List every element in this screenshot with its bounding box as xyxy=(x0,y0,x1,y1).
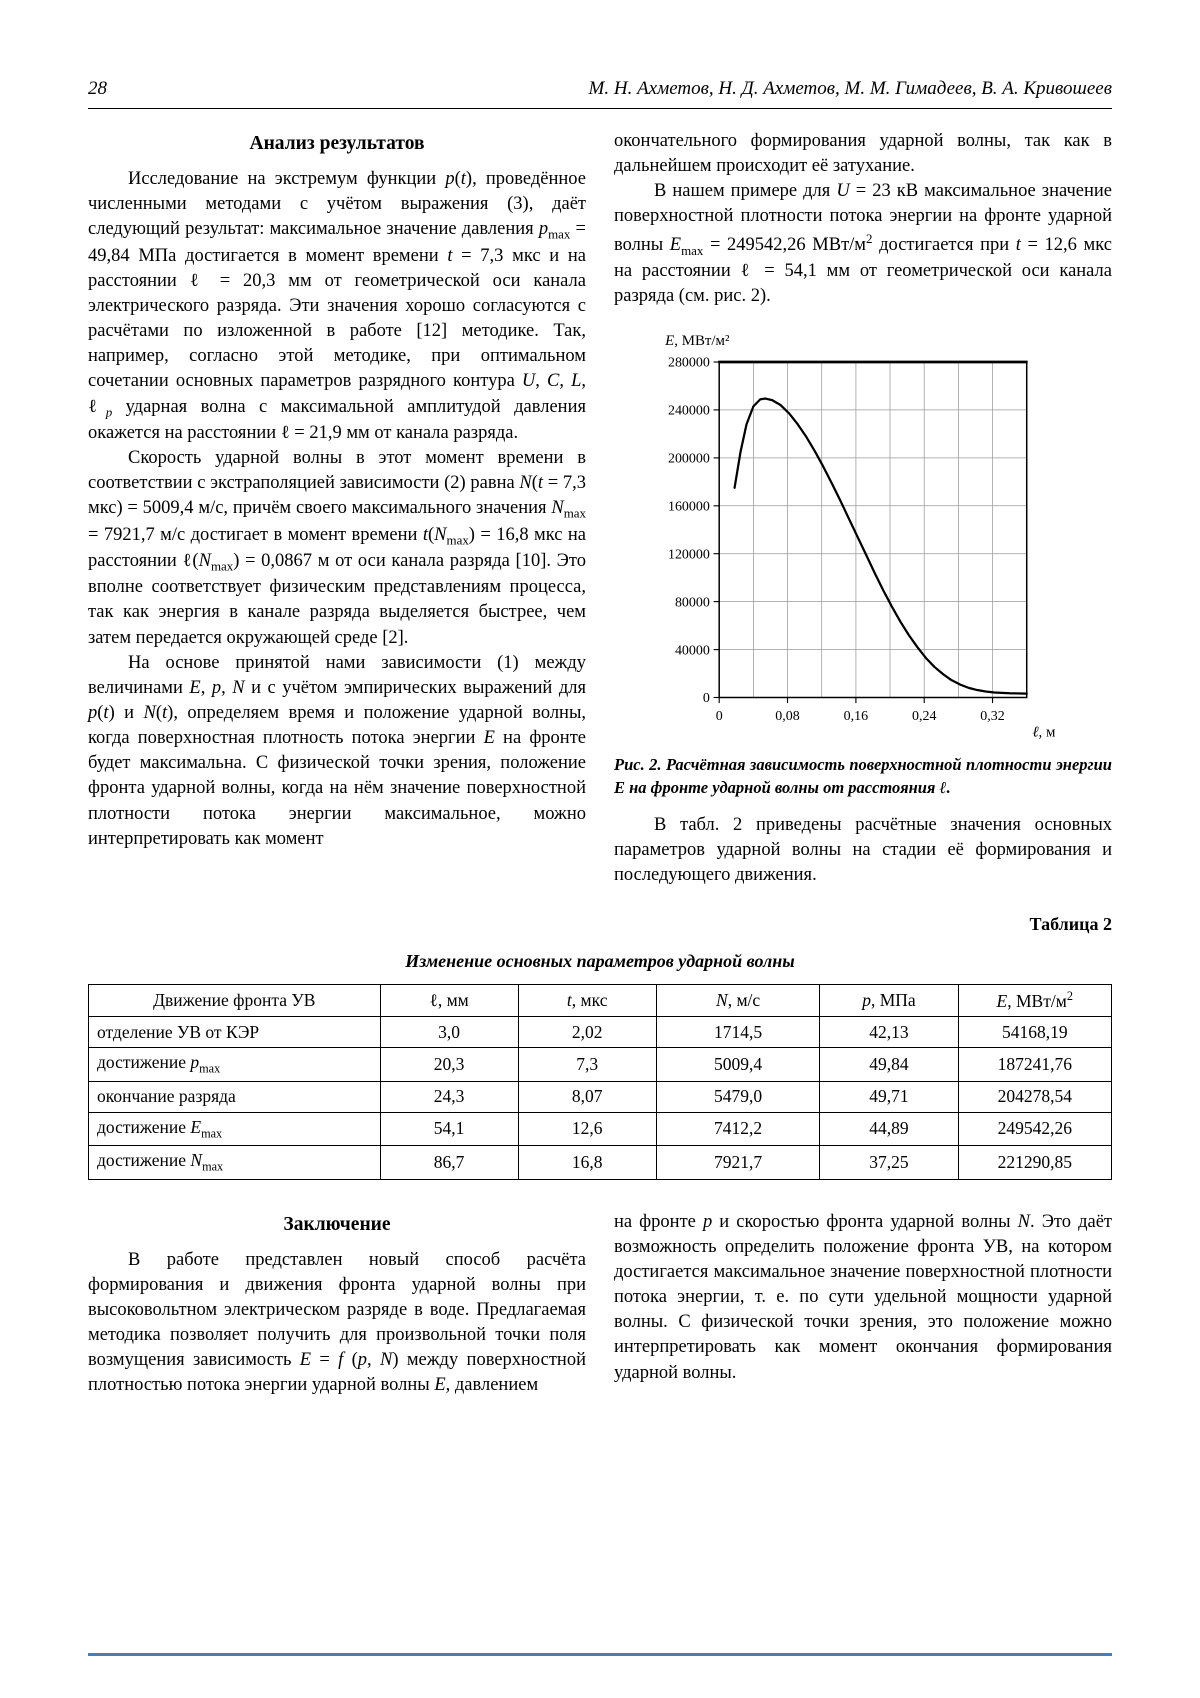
cell-value: 7,3 xyxy=(518,1048,656,1082)
left-column xyxy=(88,129,586,888)
cell-value: 49,71 xyxy=(820,1081,958,1112)
row-label: отделение УВ от КЭР xyxy=(89,1017,381,1048)
cell-value: 86,7 xyxy=(380,1146,518,1180)
svg-text:0,32: 0,32 xyxy=(980,709,1005,725)
section-title-analysis: Анализ результатов xyxy=(249,133,425,154)
svg-text:280000: 280000 xyxy=(667,356,710,372)
after-figure-paragraph: В табл. 2 приведены расчётные значения основных параметров ударной волны на стадии её формирования и последующего движения. xyxy=(614,814,1112,886)
cell-value: 16,8 xyxy=(518,1146,656,1180)
energy-line-chart xyxy=(626,321,1064,746)
right-top-paragraphs xyxy=(614,129,1112,309)
table-row xyxy=(89,1017,1112,1048)
paragraph: окончательного формирования ударной волны, так как в дальнейшем происходит её затухание. xyxy=(614,131,1112,177)
right-column xyxy=(614,129,1112,888)
parameters-table xyxy=(88,984,1112,1179)
cell-value: 5009,4 xyxy=(656,1048,820,1082)
page-number: 28 xyxy=(88,78,107,99)
table-row xyxy=(89,1146,1112,1180)
row-label: окончание разряда xyxy=(89,1081,381,1112)
row-label: достижение $p_{max}$ xyxy=(89,1048,381,1082)
conclusion-right-column xyxy=(614,1210,1112,1399)
column-header: Движение фронта УВ xyxy=(89,985,381,1017)
cell-value: 249542,26 xyxy=(958,1112,1111,1146)
table-row xyxy=(89,1048,1112,1082)
figure-caption: Рис. 2. Расчётная зависимость поверхностной плотности энергии E на фронте ударной волны от расстояния ℓ. xyxy=(614,755,1112,797)
cell-value: 24,3 xyxy=(380,1081,518,1112)
cell-value: 8,07 xyxy=(518,1081,656,1112)
column-header: p, МПа xyxy=(820,985,958,1017)
table-section xyxy=(88,914,1112,1179)
table-label: Таблица 2 xyxy=(1029,914,1112,935)
column-header: ℓ, мм xyxy=(380,985,518,1017)
svg-text:0,24: 0,24 xyxy=(911,709,937,725)
section-title-conclusion: Заключение xyxy=(283,1213,391,1235)
svg-text:40000: 40000 xyxy=(674,643,710,659)
cell-value: 204278,54 xyxy=(958,1081,1111,1112)
paragraph: На основе принятой нами зависимости (1) между величинами E, p, N и с учётом эмпирических выражений для p(t) и N(t), определяем время и положение ударной волны, когда поверхностная плотность потока энергии E на фронте будет максимальна. С физической точки зрения, положение фронта ударной волны, когда на нём значение поверхностной плотности потока энергии максимальное, можно интерпретировать как момент xyxy=(88,652,587,849)
running-head xyxy=(88,78,1112,109)
svg-text:E, МВт/м²: E, МВт/м² xyxy=(665,333,730,350)
bottom-rule xyxy=(88,1653,1112,1656)
cell-value: 54168,19 xyxy=(958,1017,1111,1048)
cell-value: 54,1 xyxy=(380,1112,518,1146)
cell-value: 3,0 xyxy=(380,1017,518,1048)
cell-value: 1714,5 xyxy=(656,1017,820,1048)
paragraph: В нашем примере для U = 23 кВ максимальное значение поверхностной плотности потока энергии на фронте ударной волны $E_{max} = 249542,26$ МВт/$м^2$ достигается при t = 12,6 мкс на расстоянии ℓ = 54,1 мм от геометрической оси канала разряда (см. рис. 2). xyxy=(614,181,1113,307)
cell-value: 2,02 xyxy=(518,1017,656,1048)
paragraph: Исследование на экстремум функции p(t), проведённое численными методами с учётом выражения (3), даёт следующий результат: максимальное значение давления $p_{max} = 49,84$ МПа достигается в момент времени t = 7,3 мкс и на расстоянии ℓ = 20,3 мм от геометрической оси канала электрического разряда. Эти значения хорошо согласуются с расчётами по изложенной в работе [12] методике. Так, например, согласно этой методике, при оптимальном сочетании основных параметров разрядного контура U, C, L, ℓ$_p$ ударная волна с максимальной амплитудой давления окажется на расстоянии ℓ = 21,9 мм от канала разряда. xyxy=(88,169,586,443)
authors: М. Н. Ахметов, Н. Д. Ахметов, М. М. Гимадеев, В. А. Кривошеев xyxy=(588,78,1112,99)
analysis-paragraphs xyxy=(88,167,586,852)
table-title: Изменение основных параметров ударной волны xyxy=(405,951,795,972)
table-body xyxy=(89,1017,1112,1180)
table-row xyxy=(89,1112,1112,1146)
cell-value: 7921,7 xyxy=(656,1146,820,1180)
cell-value: 49,84 xyxy=(820,1048,958,1082)
column-header: t, мкс xyxy=(518,985,656,1017)
conclusion-right-paragraph: на фронте p и скоростью фронта ударной волны N. Это даёт возможность определить положение фронта УВ, на котором достигается максимальное значение поверхностной плотности потока энергии, т. е. по сути удельной мощности ударной волны. С физической точки зрения, это положение можно интерпретировать как момент окончания формирования ударной волны. xyxy=(614,1211,1112,1383)
column-header: E, МВт/$м^2$ xyxy=(958,985,1111,1017)
upper-columns xyxy=(88,129,1112,888)
cell-value: 221290,85 xyxy=(958,1146,1111,1180)
column-header: N, м/с xyxy=(656,985,820,1017)
svg-text:0: 0 xyxy=(702,691,710,707)
cell-value: 5479,0 xyxy=(656,1081,820,1112)
cell-value: 12,6 xyxy=(518,1112,656,1146)
cell-value: 42,13 xyxy=(820,1017,958,1048)
svg-text:0,08: 0,08 xyxy=(775,709,800,725)
lower-columns xyxy=(88,1210,1112,1399)
conclusion-left-paragraph: В работе представлен новый способ расчёта формирования и движения фронта ударной волны при высоковольтном электрическом разряде в воде. Предлагаемая методика позволяет получить для произвольной точки поля возмущения зависимость E = f (p, N) между поверхностной плотностью потока энергии ударной волны E, давлением xyxy=(88,1249,586,1396)
svg-text:80000: 80000 xyxy=(674,595,710,611)
paragraph: Скорость ударной волны в этот момент времени в соответствии с экстраполяцией зависимости (2) равна N(t = 7,3 мкс) = 5009,4 м/с, причём своего максимального значения $N_{max} = 7921,7$ м/с достигает в момент времени $t(N_{max}) = 16,8$ мкс на расстоянии $\ell(N_{max}) = 0,0867$ м от оси канала разряда [10]. Это вполне соответствует физическим представлениям процесса, так как энергия в канале разряда выделяется быстрее, чем затем передается окружающей среде [2]. xyxy=(88,448,586,648)
conclusion-left-column xyxy=(88,1210,586,1399)
row-label: достижение $E_{max}$ xyxy=(89,1112,381,1146)
figure-2 xyxy=(614,321,1112,798)
svg-text:120000: 120000 xyxy=(667,547,710,563)
cell-value: 187241,76 xyxy=(958,1048,1111,1082)
svg-text:160000: 160000 xyxy=(667,499,710,515)
cell-value: 44,89 xyxy=(820,1112,958,1146)
svg-text:0: 0 xyxy=(715,709,723,725)
table-header-row xyxy=(89,985,1112,1017)
cell-value: 20,3 xyxy=(380,1048,518,1082)
cell-value: 37,25 xyxy=(820,1146,958,1180)
cell-value: 7412,2 xyxy=(656,1112,820,1146)
svg-text:ℓ, м: ℓ, м xyxy=(1032,725,1056,742)
row-label: достижение $N_{max}$ xyxy=(89,1146,381,1180)
svg-text:200000: 200000 xyxy=(667,451,710,467)
table-row xyxy=(89,1081,1112,1112)
svg-text:0,16: 0,16 xyxy=(843,709,869,725)
svg-text:240000: 240000 xyxy=(667,403,710,419)
